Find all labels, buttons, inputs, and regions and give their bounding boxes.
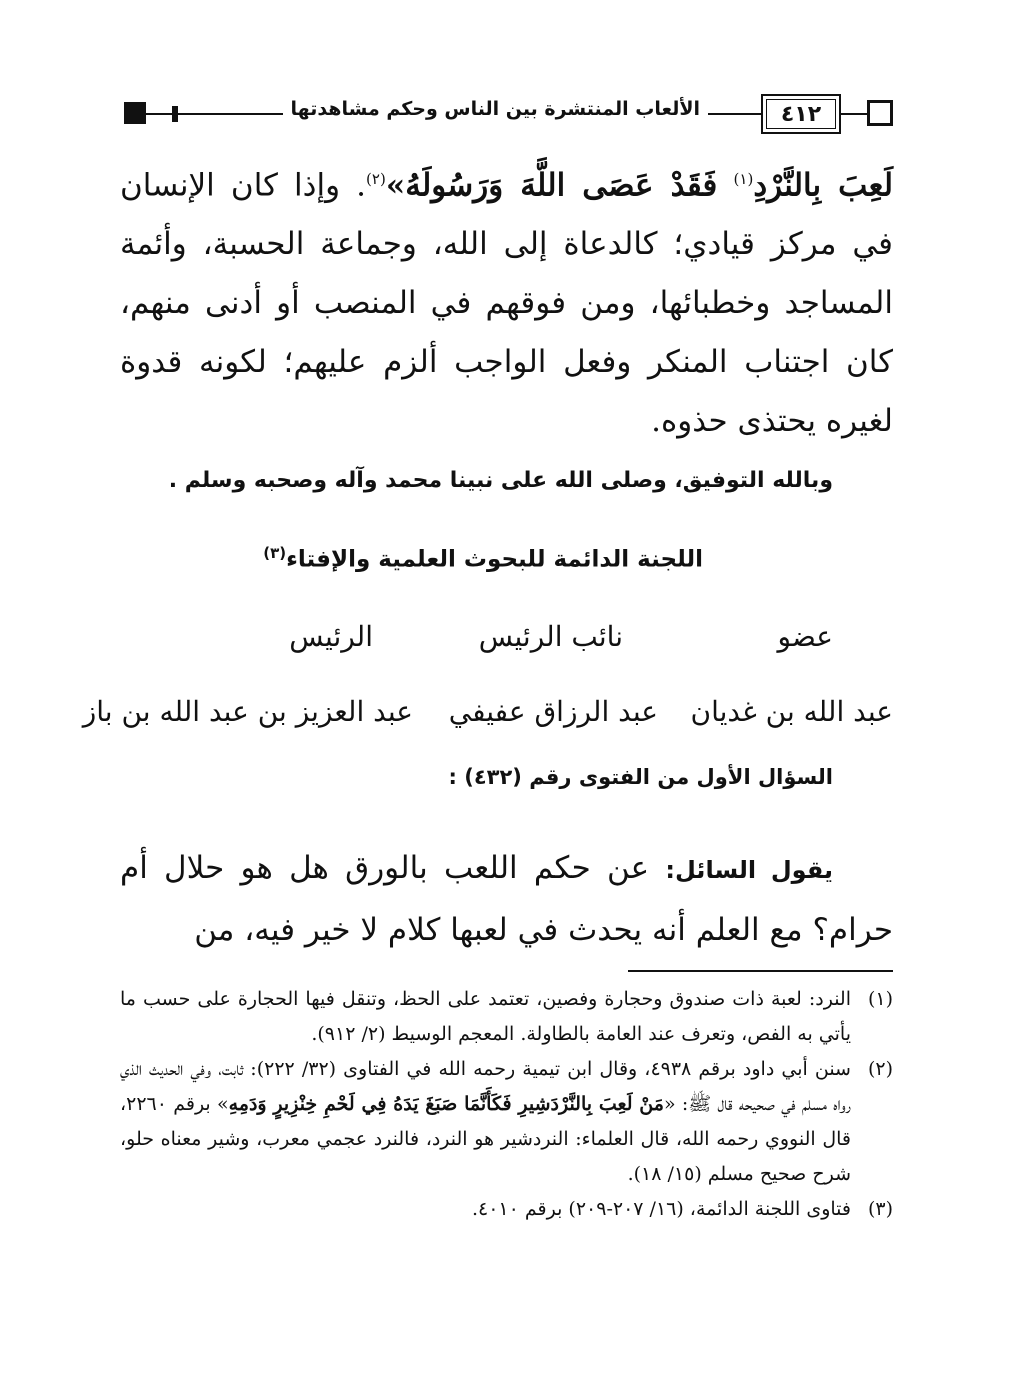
footnote-1 <box>120 982 893 1052</box>
footnote-text: فتاوى اللجنة الدائمة، (١٦/ ٢٠٧-٢٠٩) برقم ٤٠١٠. <box>471 1198 851 1220</box>
footnote-marker-3[interactable]: (٣) <box>263 544 287 562</box>
running-title: الألعاب المنتشرة بين الناس وحكم مشاهدتها <box>283 98 708 120</box>
footnote-number: (٣) <box>867 1198 893 1220</box>
header-ornament-box <box>867 100 893 126</box>
main-paragraph <box>120 150 893 451</box>
name-vice-chair: عبد الرزاق عفيفي <box>448 695 658 728</box>
question-paragraph <box>120 838 893 960</box>
page <box>82 0 894 1379</box>
footnote-3 <box>120 1192 893 1227</box>
footnote-hadith: مَنْ لَعِبَ بِالنَّرْدَشِيرِ فَكَأَنَّمَا صَبَغَ يَدَهُ فِي لَحْمِ خِنْزِيرٍ وَدَمِهِ <box>228 1093 664 1115</box>
header-ornament-bar <box>172 106 178 122</box>
hadith-text-cont: فَقَدْ عَصَى اللَّهَ وَرَسُولَهُ» <box>385 167 718 204</box>
footnotes <box>120 982 893 1227</box>
page-header <box>120 92 893 136</box>
footnote-marker-1[interactable]: (١) <box>733 170 754 188</box>
footnote-text-b: » برقم ٢٢٦٠، قال النووي رحمه الله، قال العلماء: النردشير هو النرد، فالنرد عجمي معرب، وشير معناه حلو، شرح صحيح مسلم (١٥/ ١٨). <box>120 1093 851 1185</box>
title-chair: الرئيس <box>289 620 373 653</box>
name-member: عبد الله بن غديان <box>690 695 893 728</box>
hadith-text: لَعِبَ بِالنَّرْدِ <box>753 167 894 204</box>
question-label: يقول السائل: <box>665 856 834 884</box>
question-text: عن حكم اللعب بالورق هل هو حلال أم حرام؟ مع العلم أنه يحدث في لعبها كلام لا خير فيه، من <box>120 850 893 948</box>
committee-label: اللجنة الدائمة للبحوث العلمية والإفتاء <box>286 546 703 573</box>
footnote-marker-2[interactable]: (٢) <box>366 170 386 188</box>
closing-line: وبالله التوفيق، وصلى الله على نبينا محمد وآله وصحبه وسلم . <box>168 468 833 493</box>
footnote-2 <box>120 1052 893 1192</box>
header-ornament-block <box>124 102 146 124</box>
footnote-text <box>120 1052 851 1192</box>
footnote-divider <box>628 970 893 972</box>
footnote-text: النرد: لعبة ذات صندوق وحجارة وفصين، تعتمد على الحظ، وتنقل فيها الحجارة على حسب ما يأتي به الفص، وتعرف عند العامة بالطاولة. المعجم الوسيط (٢/ ٩١٢). <box>120 988 851 1045</box>
footnote-number: (١) <box>867 988 893 1010</box>
title-member: عضو <box>777 620 833 653</box>
question-heading: السؤال الأول من الفتوى رقم (٤٣٢) : <box>448 765 833 789</box>
title-vice-chair: نائب الرئيس <box>478 620 623 653</box>
footnote-text-a: سنن أبي داود برقم ٤٩٣٨، وقال ابن تيمية رحمه الله في الفتاوى (٣٢/ ٢٢٢): ثابت، وفي الحديث الذي رواه مسلم في صحيحه قال ﷺ: « <box>120 1058 852 1115</box>
committee-name <box>263 544 703 573</box>
page-number: ٤١٢ <box>780 101 822 127</box>
name-chair: عبد العزيز بن عبد الله بن باز <box>82 695 413 728</box>
paragraph-text: . وإذا كان الإنسان في مركز قيادي؛ كالدعاة إلى الله، وجماعة الحسبة، وأئمة المساجد وخطبائها، ومن فوقهم في المنصب أو أدنى منهم، كان اجتناب المنكر وفعل الواجب ألزم عليهم؛ لكونه قدوة لغيره يحتذى حذوه. <box>120 167 893 440</box>
page-number-frame <box>761 94 841 134</box>
footnote-number: (٢) <box>867 1058 893 1080</box>
